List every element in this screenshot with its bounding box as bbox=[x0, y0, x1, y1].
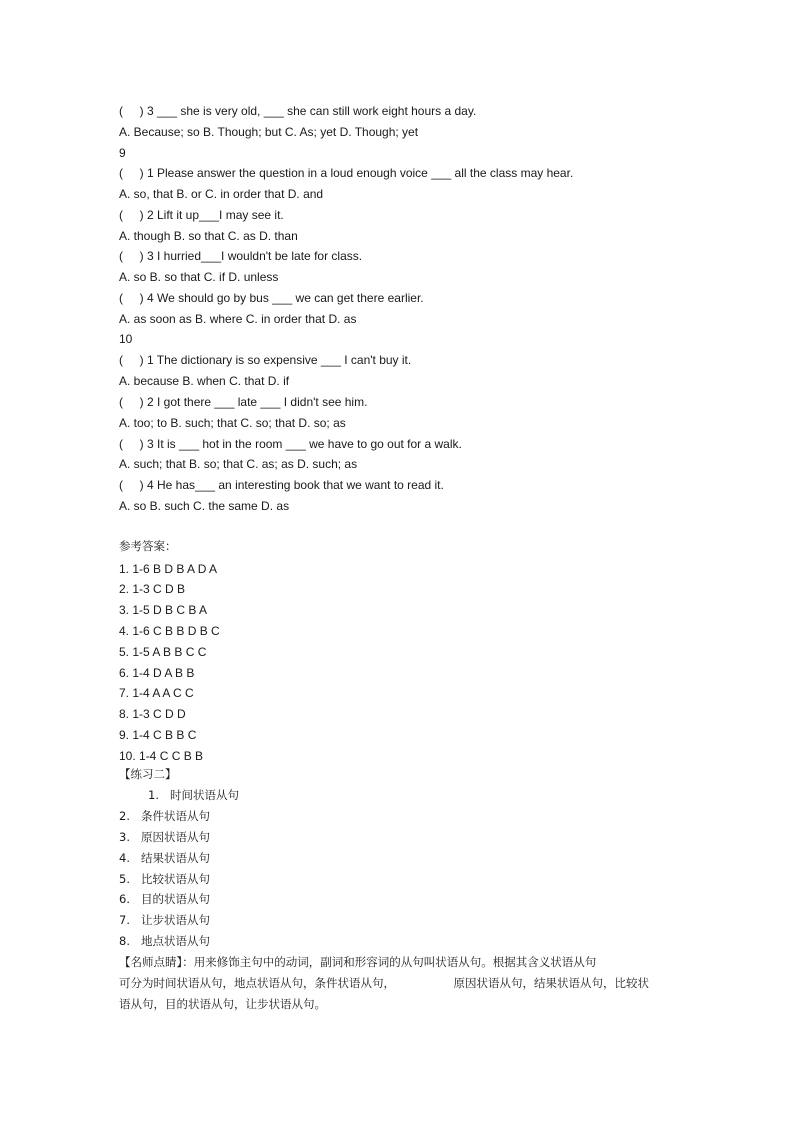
practice2-item: 1. 时间状语从句 bbox=[148, 788, 239, 802]
q10-4-options: A. so B. such C. the same D. as bbox=[119, 499, 290, 513]
practice2-heading: 【练习二】 bbox=[119, 767, 177, 781]
answer-item: 4. 1-6 C B B D B C bbox=[119, 624, 220, 638]
practice2-item: 2. 条件状语从句 bbox=[119, 809, 210, 823]
section-10: 10 bbox=[119, 332, 133, 346]
answer-item: 8. 1-3 C D D bbox=[119, 707, 186, 721]
answer-item: 6. 1-4 D A B B bbox=[119, 666, 195, 680]
practice2-item: 4. 结果状语从句 bbox=[119, 851, 210, 865]
practice2-item: 7. 让步状语从句 bbox=[119, 913, 210, 927]
tip-line-1: 【名师点睛】：用来修饰主句中的动词，副词和形容词的从句叫状语从句。根据其含义状语从句 bbox=[119, 955, 597, 969]
answer-item: 5. 1-5 A B B C C bbox=[119, 645, 207, 659]
tip-line-2: 可分为时间状语从句，地点状语从句，条件状语从句， 原因状语从句，结果状语从句，比较状 bbox=[119, 976, 649, 990]
q8-3-options: A. Because; so B. Though; but C. As; yet D. Though; yet bbox=[119, 125, 419, 139]
answer-item: 7. 1-4 A A C C bbox=[119, 686, 194, 700]
q10-1-options: A. because B. when C. that D. if bbox=[119, 374, 290, 388]
answer-item: 3. 1-5 D B C B A bbox=[119, 603, 208, 617]
q9-3: ( ) 3 I hurried___I wouldn't be late for class. bbox=[119, 249, 363, 263]
practice2-item: 5. 比较状语从句 bbox=[119, 872, 210, 886]
q10-2: ( ) 2 I got there ___ late ___ I didn't see him. bbox=[119, 395, 368, 409]
q9-4-options: A. as soon as B. where C. in order that D. as bbox=[119, 312, 357, 326]
q10-2-options: A. too; to B. such; that C. so; that D. so; as bbox=[119, 416, 346, 430]
q9-3-options: A. so B. so that C. if D. unless bbox=[119, 270, 279, 284]
practice2-item: 6. 目的状语从句 bbox=[119, 892, 210, 906]
q10-1: ( ) 1 The dictionary is so expensive ___ I can't buy it. bbox=[119, 353, 412, 367]
q9-1-options: A. so, that B. or C. in order that D. and bbox=[119, 187, 324, 201]
q9-4: ( ) 4 We should go by bus ___ we can get there earlier. bbox=[119, 291, 424, 305]
q9-2-options: A. though B. so that C. as D. than bbox=[119, 229, 298, 243]
answer-item: 2. 1-3 C D B bbox=[119, 582, 186, 596]
section-9: 9 bbox=[119, 146, 126, 160]
tip-line-3: 语从句，目的状语从句，让步状语从句。 bbox=[119, 997, 326, 1011]
practice2-item: 3. 原因状语从句 bbox=[119, 830, 210, 844]
q10-4: ( ) 4 He has___ an interesting book that we want to read it. bbox=[119, 478, 444, 492]
answers-heading: 参考答案： bbox=[119, 539, 177, 553]
q8-3: ( ) 3 ___ she is very old, ___ she can still work eight hours a day. bbox=[119, 104, 477, 118]
q9-2: ( ) 2 Lift it up___I may see it. bbox=[119, 208, 284, 222]
answer-item: 10. 1-4 C C B B bbox=[119, 749, 204, 763]
answer-item: 1. 1-6 B D B A D A bbox=[119, 562, 218, 576]
practice2-item: 8. 地点状语从句 bbox=[119, 934, 210, 948]
q9-1: ( ) 1 Please answer the question in a loud enough voice ___ all the class may hear. bbox=[119, 166, 574, 180]
q10-3: ( ) 3 It is ___ hot in the room ___ we have to go out for a walk. bbox=[119, 437, 462, 451]
answer-item: 9. 1-4 C B B C bbox=[119, 728, 197, 742]
q10-3-options: A. such; that B. so; that C. as; as D. such; as bbox=[119, 457, 358, 471]
